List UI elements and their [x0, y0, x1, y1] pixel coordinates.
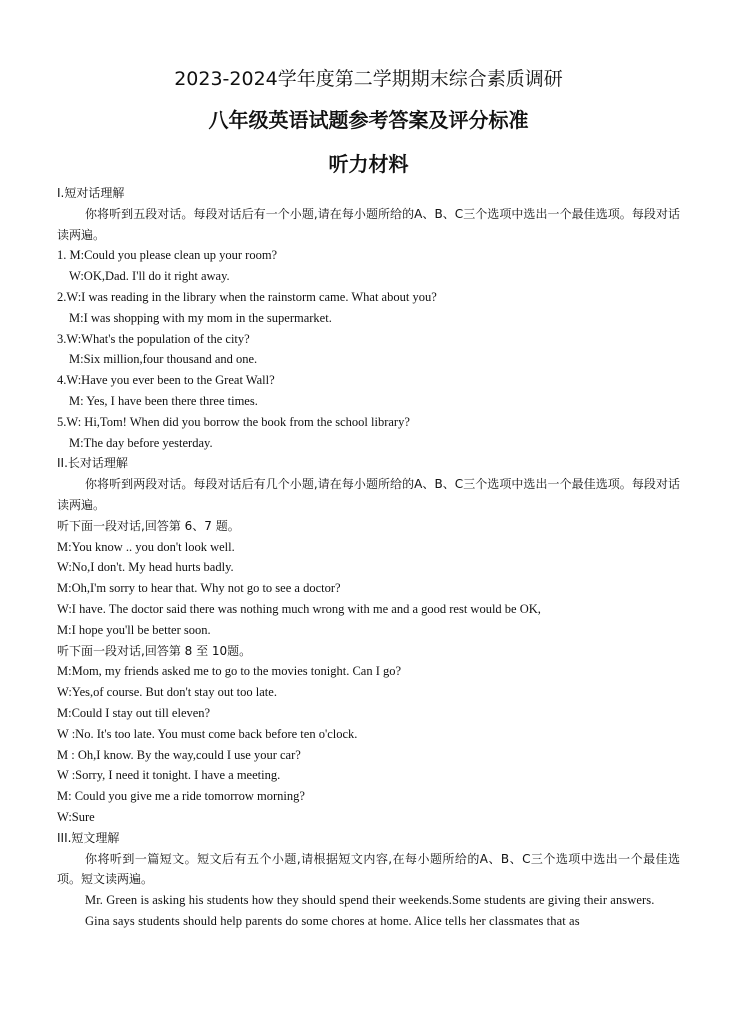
passage-paragraph: Gina says students should help parents do some chores at home. Alice tells her classmates that as — [85, 913, 580, 928]
section3-instruction: 你将听到一篇短文。短文后有五个小题,请根据短文内容,在每小题所给的A、B、C三个选项中选出一个最佳选项。短文读两遍。 — [57, 851, 680, 887]
dialog-line: 2.W:I was reading in the library when the rainstorm came. What about you? — [57, 289, 437, 304]
dialog-line: M:Six million,four thousand and one. — [69, 352, 258, 367]
dialog-line: M: Yes, I have been there three times. — [69, 393, 258, 408]
dialog-line: W :Sorry, I need it tonight. I have a meeting. — [57, 768, 281, 783]
dialog-line: M: Could you give me a ride tomorrow morning? — [57, 789, 305, 804]
dialog-line: W:I have. The doctor said there was nothing much wrong with me and a good rest would be OK, — [57, 601, 541, 616]
passage-paragraph: Mr. Green is asking his students how they should spend their weekends.Some students are giving their answers. — [85, 893, 655, 908]
dialog1-intro: 听下面一段对话,回答第 6、7 题。 — [57, 518, 240, 533]
dialog-line: W :No. It's too late. You must come back before ten o'clock. — [57, 726, 358, 741]
section-title-listening: 听力材料 — [328, 152, 409, 176]
dialog-line: W:Yes,of course. But don't stay out too late. — [57, 685, 277, 700]
dialog-line: M:Could I stay out till eleven? — [57, 705, 211, 720]
document-body — [57, 183, 680, 932]
dialog-line: M:The day before yesterday. — [69, 435, 213, 450]
dialog-line: M : Oh,I know. By the way,could I use your car? — [57, 747, 301, 762]
dialog-line: M:Oh,I'm sorry to hear that. Why not go to see a doctor? — [57, 581, 341, 596]
dialog-line: W:Sure — [57, 809, 95, 824]
dialog2-intro: 听下面一段对话,回答第 8 至 10题。 — [57, 643, 252, 658]
section2-instruction: 你将听到两段对话。每段对话后有几个小题,请在每小题所给的A、B、C三个选项中选出一个最佳选项。每段对话读两遍。 — [57, 477, 680, 512]
dialog-line: 3.W:What's the population of the city? — [57, 331, 250, 346]
dialog-line: 1. M:Could you please clean up your room? — [57, 248, 278, 263]
section1-heading: I.短对话理解 — [57, 186, 125, 200]
dialog-line: M:I hope you'll be better soon. — [57, 622, 211, 637]
document-subtitle: 八年级英语试题参考答案及评分标准 — [208, 108, 529, 132]
dialog-line: M:I was shopping with my mom in the supermarket. — [69, 310, 332, 325]
section1-instruction: 你将听到五段对话。每段对话后有一个小题,请在每小题所给的A、B、C三个选项中选出一个最佳选项。每段对话读两遍。 — [57, 206, 680, 242]
section3-heading: III.短文理解 — [57, 830, 120, 845]
document-title: 2023-2024学年度第二学期期末综合素质调研 — [174, 68, 563, 90]
dialog-line: M:You know .. you don't look well. — [57, 539, 235, 554]
dialog-line: 4.W:Have you ever been to the Great Wall? — [57, 373, 275, 388]
dialog-line: 5.W: Hi,Tom! When did you borrow the book from the school library? — [57, 414, 410, 429]
dialog-line: W:No,I don't. My head hurts badly. — [57, 560, 234, 575]
section2-heading: II.长对话理解 — [57, 456, 128, 471]
dialog-line: W:OK,Dad. I'll do it right away. — [69, 269, 230, 284]
dialog-line: M:Mom, my friends asked me to go to the movies tonight. Can I go? — [57, 664, 402, 679]
